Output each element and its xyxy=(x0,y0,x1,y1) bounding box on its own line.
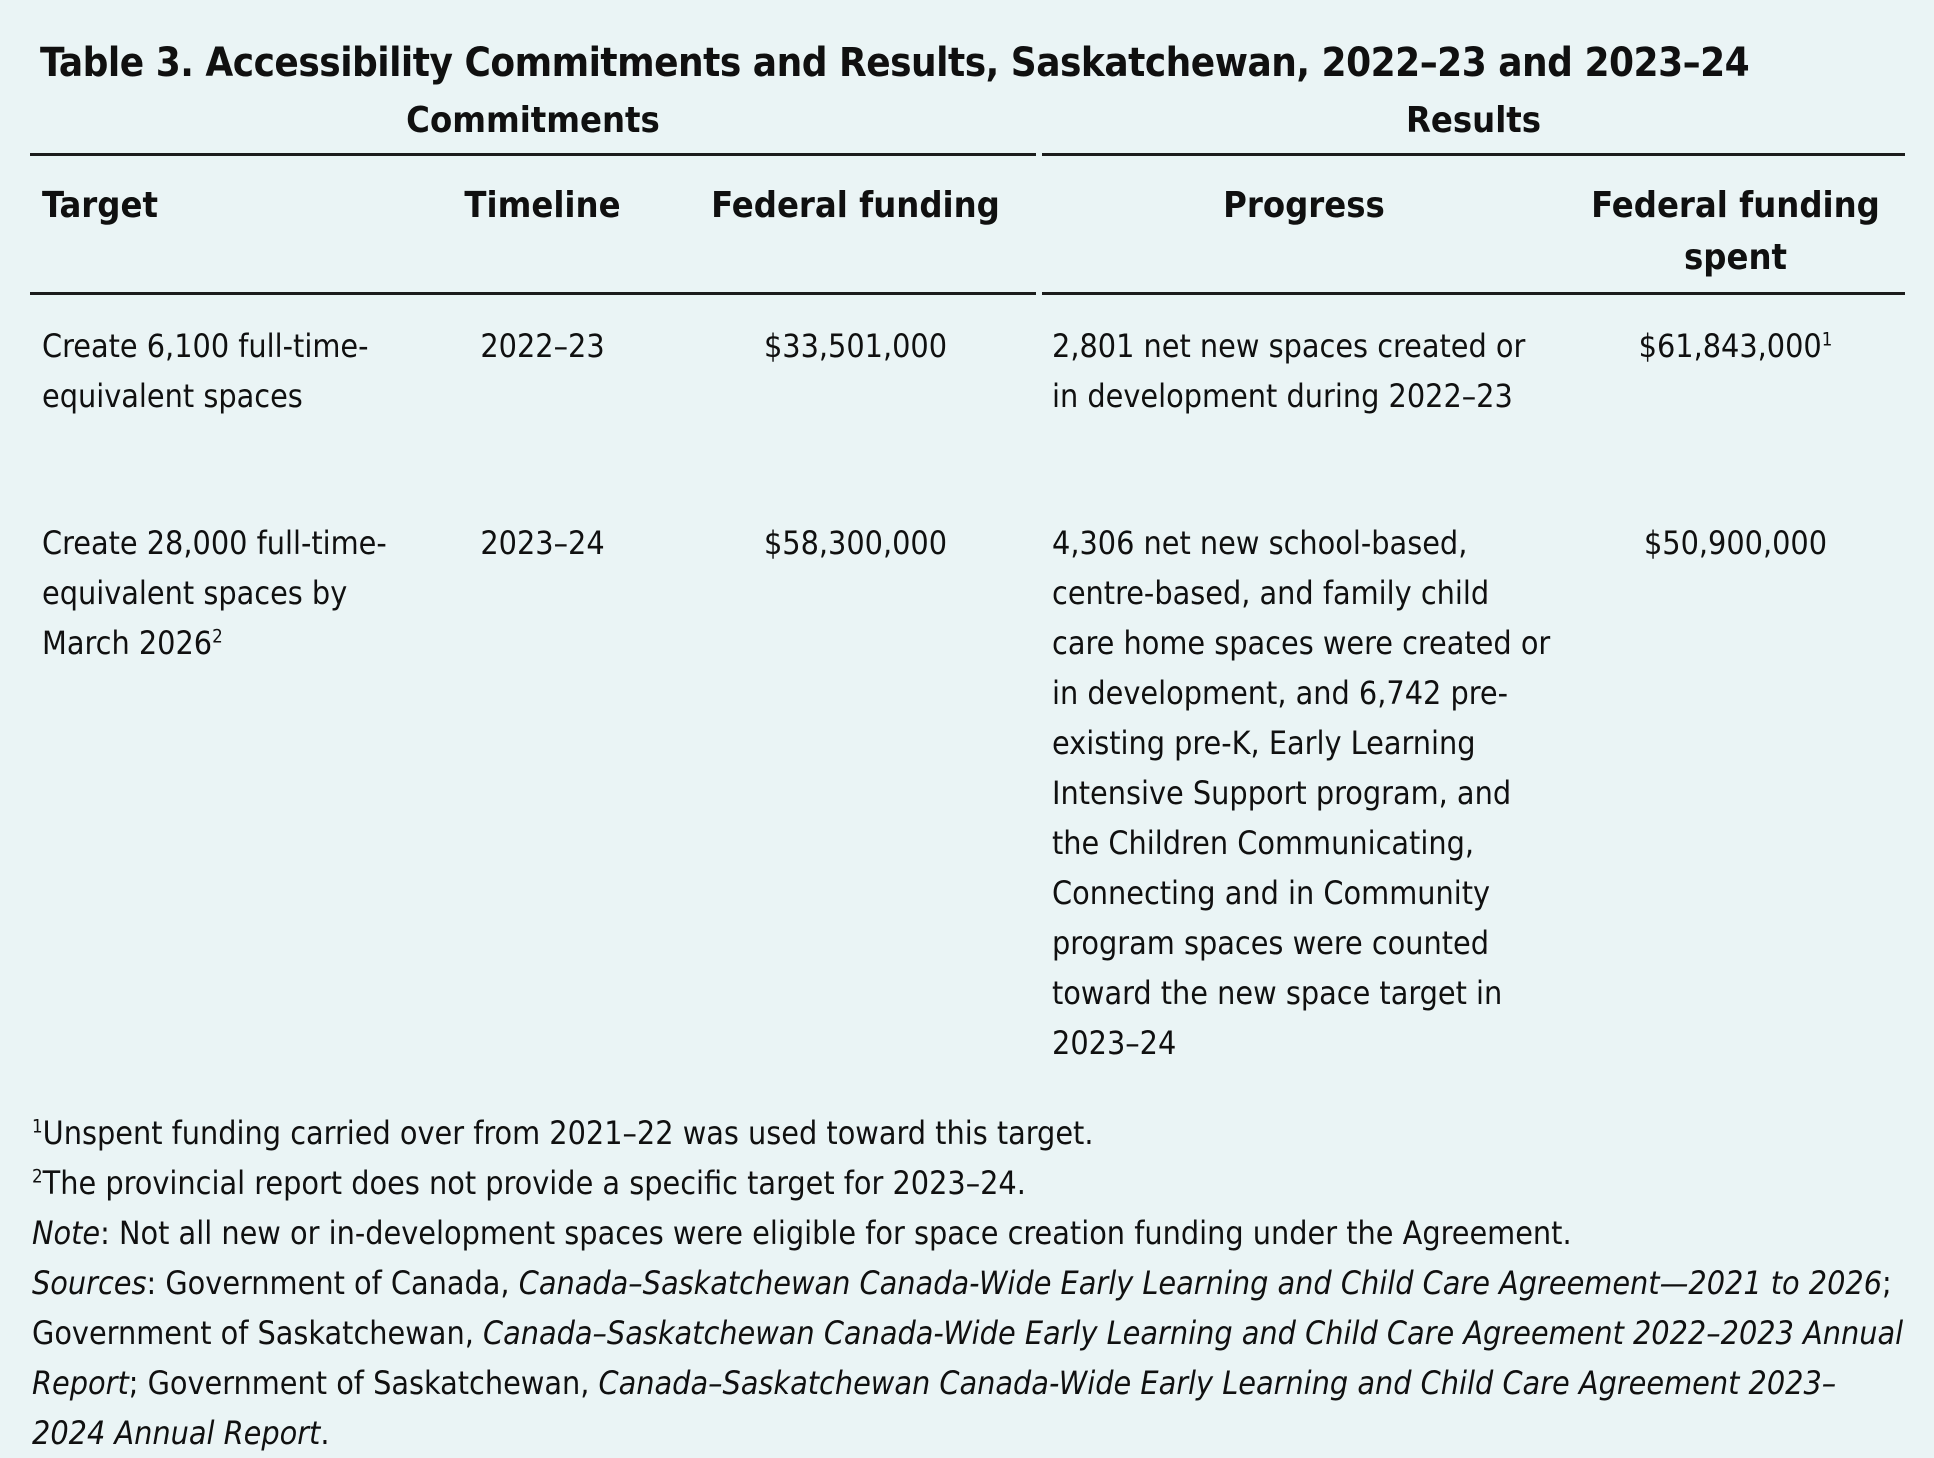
table-row-2-federal-funding: $58,300,000 xyxy=(763,524,948,562)
table-row-2-progress: 4,306 net new school-based, centre-based, and family child care home spaces were created or in development, and 6,742 pre-existing pre-K, Early Learning Intensive Support program, and the Children Communicating, Connecting and in Community program spaces were counted toward the new space target in 2023–24 xyxy=(1052,524,1551,1062)
row-1-target-text: Create 6,100 full-time-equivalent spaces xyxy=(42,327,369,415)
row-2-target-footnote-marker: 2 xyxy=(212,626,223,648)
table-row-1-progress: 2,801 net new spaces created or in development during 2022–23 xyxy=(1052,327,1526,415)
column-header-federal-funding: Federal funding xyxy=(675,156,1036,295)
row-1-spent-footnote-marker: 1 xyxy=(1821,329,1833,351)
row-2-target-text: Create 28,000 full-time-equivalent spaces by March 2026 xyxy=(42,524,387,662)
row-1-spent-text: $61,843,000 xyxy=(1638,327,1822,365)
column-header-federal-funding-spent: Federal funding spent xyxy=(1566,156,1905,295)
table-footnotes xyxy=(30,1108,1905,1458)
table-row-2-timeline: 2023–24 xyxy=(480,524,605,562)
column-header-progress: Progress xyxy=(1042,156,1566,295)
accessibility-results-table xyxy=(30,100,1905,1108)
footnote-1: $^1$Unspent funding carried over from 2021–22 was used toward this target. xyxy=(32,1114,1094,1152)
table-row-2-federal-funding-spent xyxy=(1566,518,1905,1108)
row-2-spent-text: $50,900,000 xyxy=(1643,524,1828,562)
table-note: Note: Not all new or in-development spaces were eligible for space creation funding under the Agreement. xyxy=(32,1214,1572,1252)
column-header-timeline: Timeline xyxy=(410,156,675,295)
table-row-1-federal-funding: $33,501,000 xyxy=(763,327,948,365)
table-row-2-target xyxy=(30,518,410,1108)
group-header-commitments: Commitments xyxy=(30,100,1036,156)
table-sources: Sources: Government of Canada, Canada–Saskatchewan Canada-Wide Early Learning and Child Care Agreement—2021 to 2026; Government of Saskatchewan, Canada–Saskatchewan Canada-Wide Early Learning and Child Care Agreement 2022–2023 Annual Report; Government of Saskatchewan, Canada–Saskatchewan Canada-Wide Early Learning and Child Care Agreement 2023–2024 Annual Report. xyxy=(32,1264,1904,1452)
group-header-results: Results xyxy=(1042,100,1905,156)
table-row-1-federal-funding-spent xyxy=(1566,295,1905,518)
footnote-2: $^2$The provincial report does not provide a specific target for 2023–24. xyxy=(32,1164,1026,1202)
table-row-1-timeline: 2022–23 xyxy=(480,327,605,365)
column-header-target: Target xyxy=(30,156,410,295)
table-row-1-target xyxy=(30,295,410,518)
table-title: Table 3. Accessibility Commitments and Results, Saskatchewan, 2022–23 and 2023–24 xyxy=(40,40,1750,86)
